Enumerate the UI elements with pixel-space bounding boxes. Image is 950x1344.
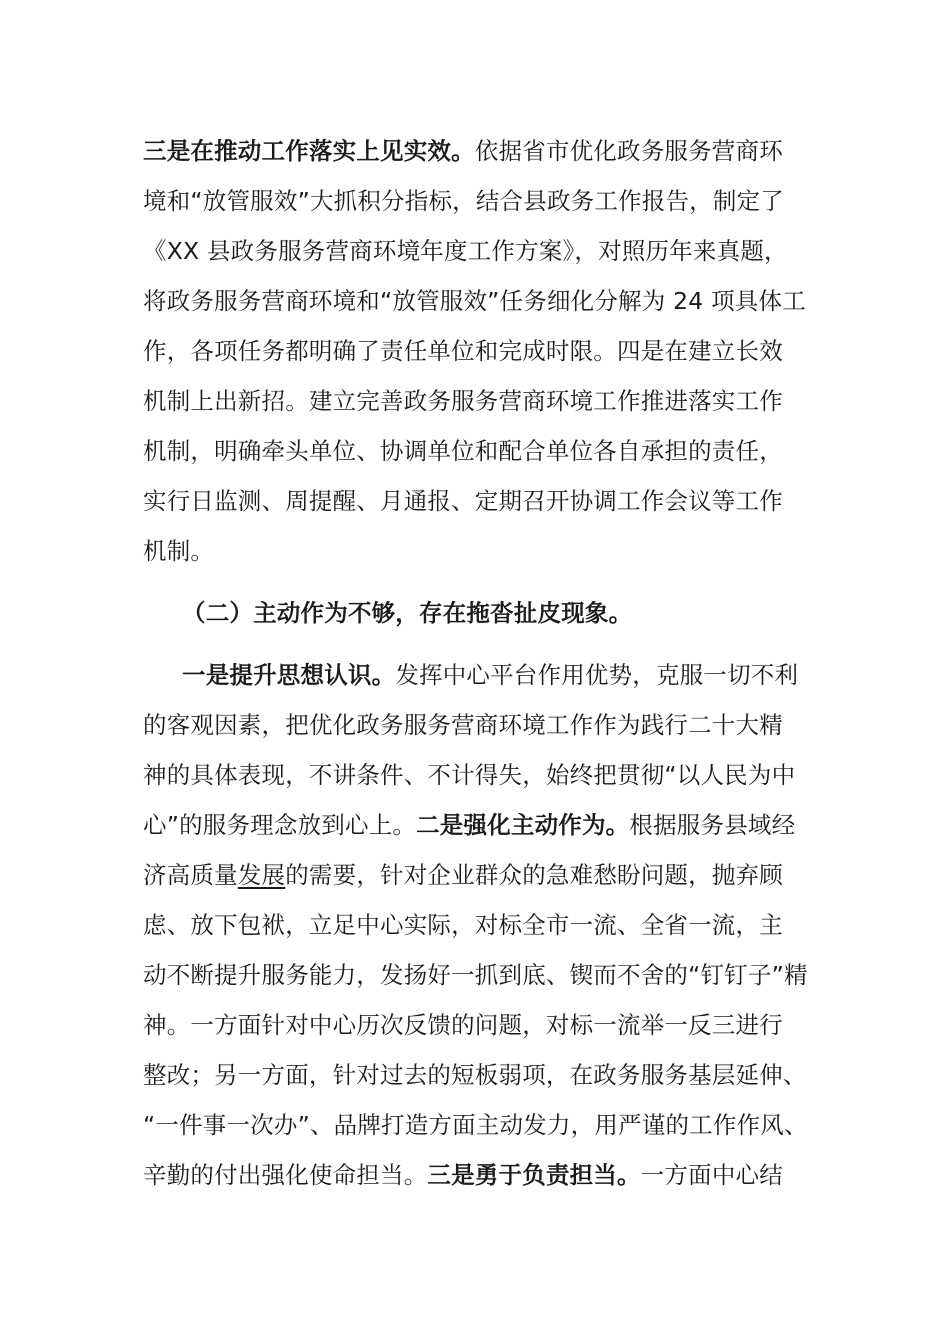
text-run: 根据服务县域经 (629, 811, 796, 839)
text-run: 实行日监测、周提醒、月通报、定期召开协调工作会议等工作 (143, 487, 783, 515)
underlined-text: 发展 (237, 861, 286, 889)
text-run: 辛勤的付出强化使命担当。 (143, 1161, 428, 1189)
text-line (143, 955, 823, 995)
text-run: 的需要，针对企业群众的急难愁盼问题，抛弃顾 (285, 861, 783, 889)
section-heading (182, 593, 862, 633)
text-run: 虑、放下包袱，立足中心实际，对标全市一流、全省一流，主 (143, 911, 783, 939)
text-line (143, 1105, 823, 1145)
text-run: 一方面中心结 (640, 1161, 783, 1189)
text-line (143, 855, 823, 895)
bold-heading: 三是勇于负责担当。 (427, 1161, 641, 1189)
text-line (143, 531, 823, 571)
text-line (143, 755, 823, 795)
text-line (182, 655, 862, 695)
text-run: 境和“放管服效”大抓积分指标，结合县政务工作报告，制定了 (143, 187, 784, 215)
text-run: 济高质量 (143, 861, 238, 889)
text-run: 整改；另一方面，针对过去的短板弱项，在政务服务基层延伸、 (143, 1061, 807, 1089)
text-run: 机制。 (143, 537, 215, 565)
text-run: 依据省市优化政务服务营商环 (474, 137, 783, 165)
text-run: 的客观因素，把优化政务服务营商环境工作作为践行二十大精 (143, 711, 783, 739)
text-run: 神。一方面针对中心历次反馈的问题，对标一流举一反三进行 (143, 1011, 783, 1039)
text-run: 神的具体表现，不讲条件、不计得失，始终把贯彻“以人民为中 (143, 761, 796, 789)
text-line (143, 131, 823, 171)
text-run: 机制，明确牵头单位、协调单位和配合单位各自承担的责任， (143, 437, 783, 465)
text-run: 《XX 县政务服务营商环境年度工作方案》，对照历年来真题， (143, 237, 788, 265)
text-line (143, 1155, 823, 1195)
text-line (143, 431, 823, 471)
text-line (143, 381, 823, 421)
text-line (143, 231, 823, 271)
text-line (143, 1005, 823, 1045)
text-line (143, 705, 823, 745)
text-line (143, 805, 823, 845)
text-line (143, 281, 823, 321)
text-line (143, 181, 823, 221)
bold-heading: 三是在推动工作落实上见实效。 (143, 137, 475, 165)
text-run: 机制上出新招。建立完善政务服务营商环境工作推进落实工作 (143, 387, 783, 415)
text-run: 动不断提升服务能力，发扬好一抓到底、锲而不舍的“钉钉子”精 (143, 961, 808, 989)
bold-heading: 二是强化主动作为。 (416, 811, 630, 839)
text-run: 心”的服务理念放到心上。 (143, 811, 417, 839)
text-line (143, 331, 823, 371)
text-run: 将政务服务营商环境和“放管服效”任务细化分解为 24 项具体工 (143, 287, 806, 315)
text-line (143, 1055, 823, 1095)
text-run: 作，各项任务都明确了责任单位和完成时限。四是在建立长效 (143, 337, 783, 365)
section-heading-text: （二）主动作为不够，存在拖沓扯皮现象。 (182, 599, 633, 627)
text-line (143, 481, 823, 521)
bold-heading: 一是提升思想认识。 (182, 661, 396, 689)
text-line (143, 905, 823, 945)
text-run: 发挥中心平台作用优势，克服一切不利 (395, 661, 799, 689)
text-run: “一件事一次办”、品牌打造方面主动发力，用严谨的工作作风、 (143, 1111, 808, 1139)
